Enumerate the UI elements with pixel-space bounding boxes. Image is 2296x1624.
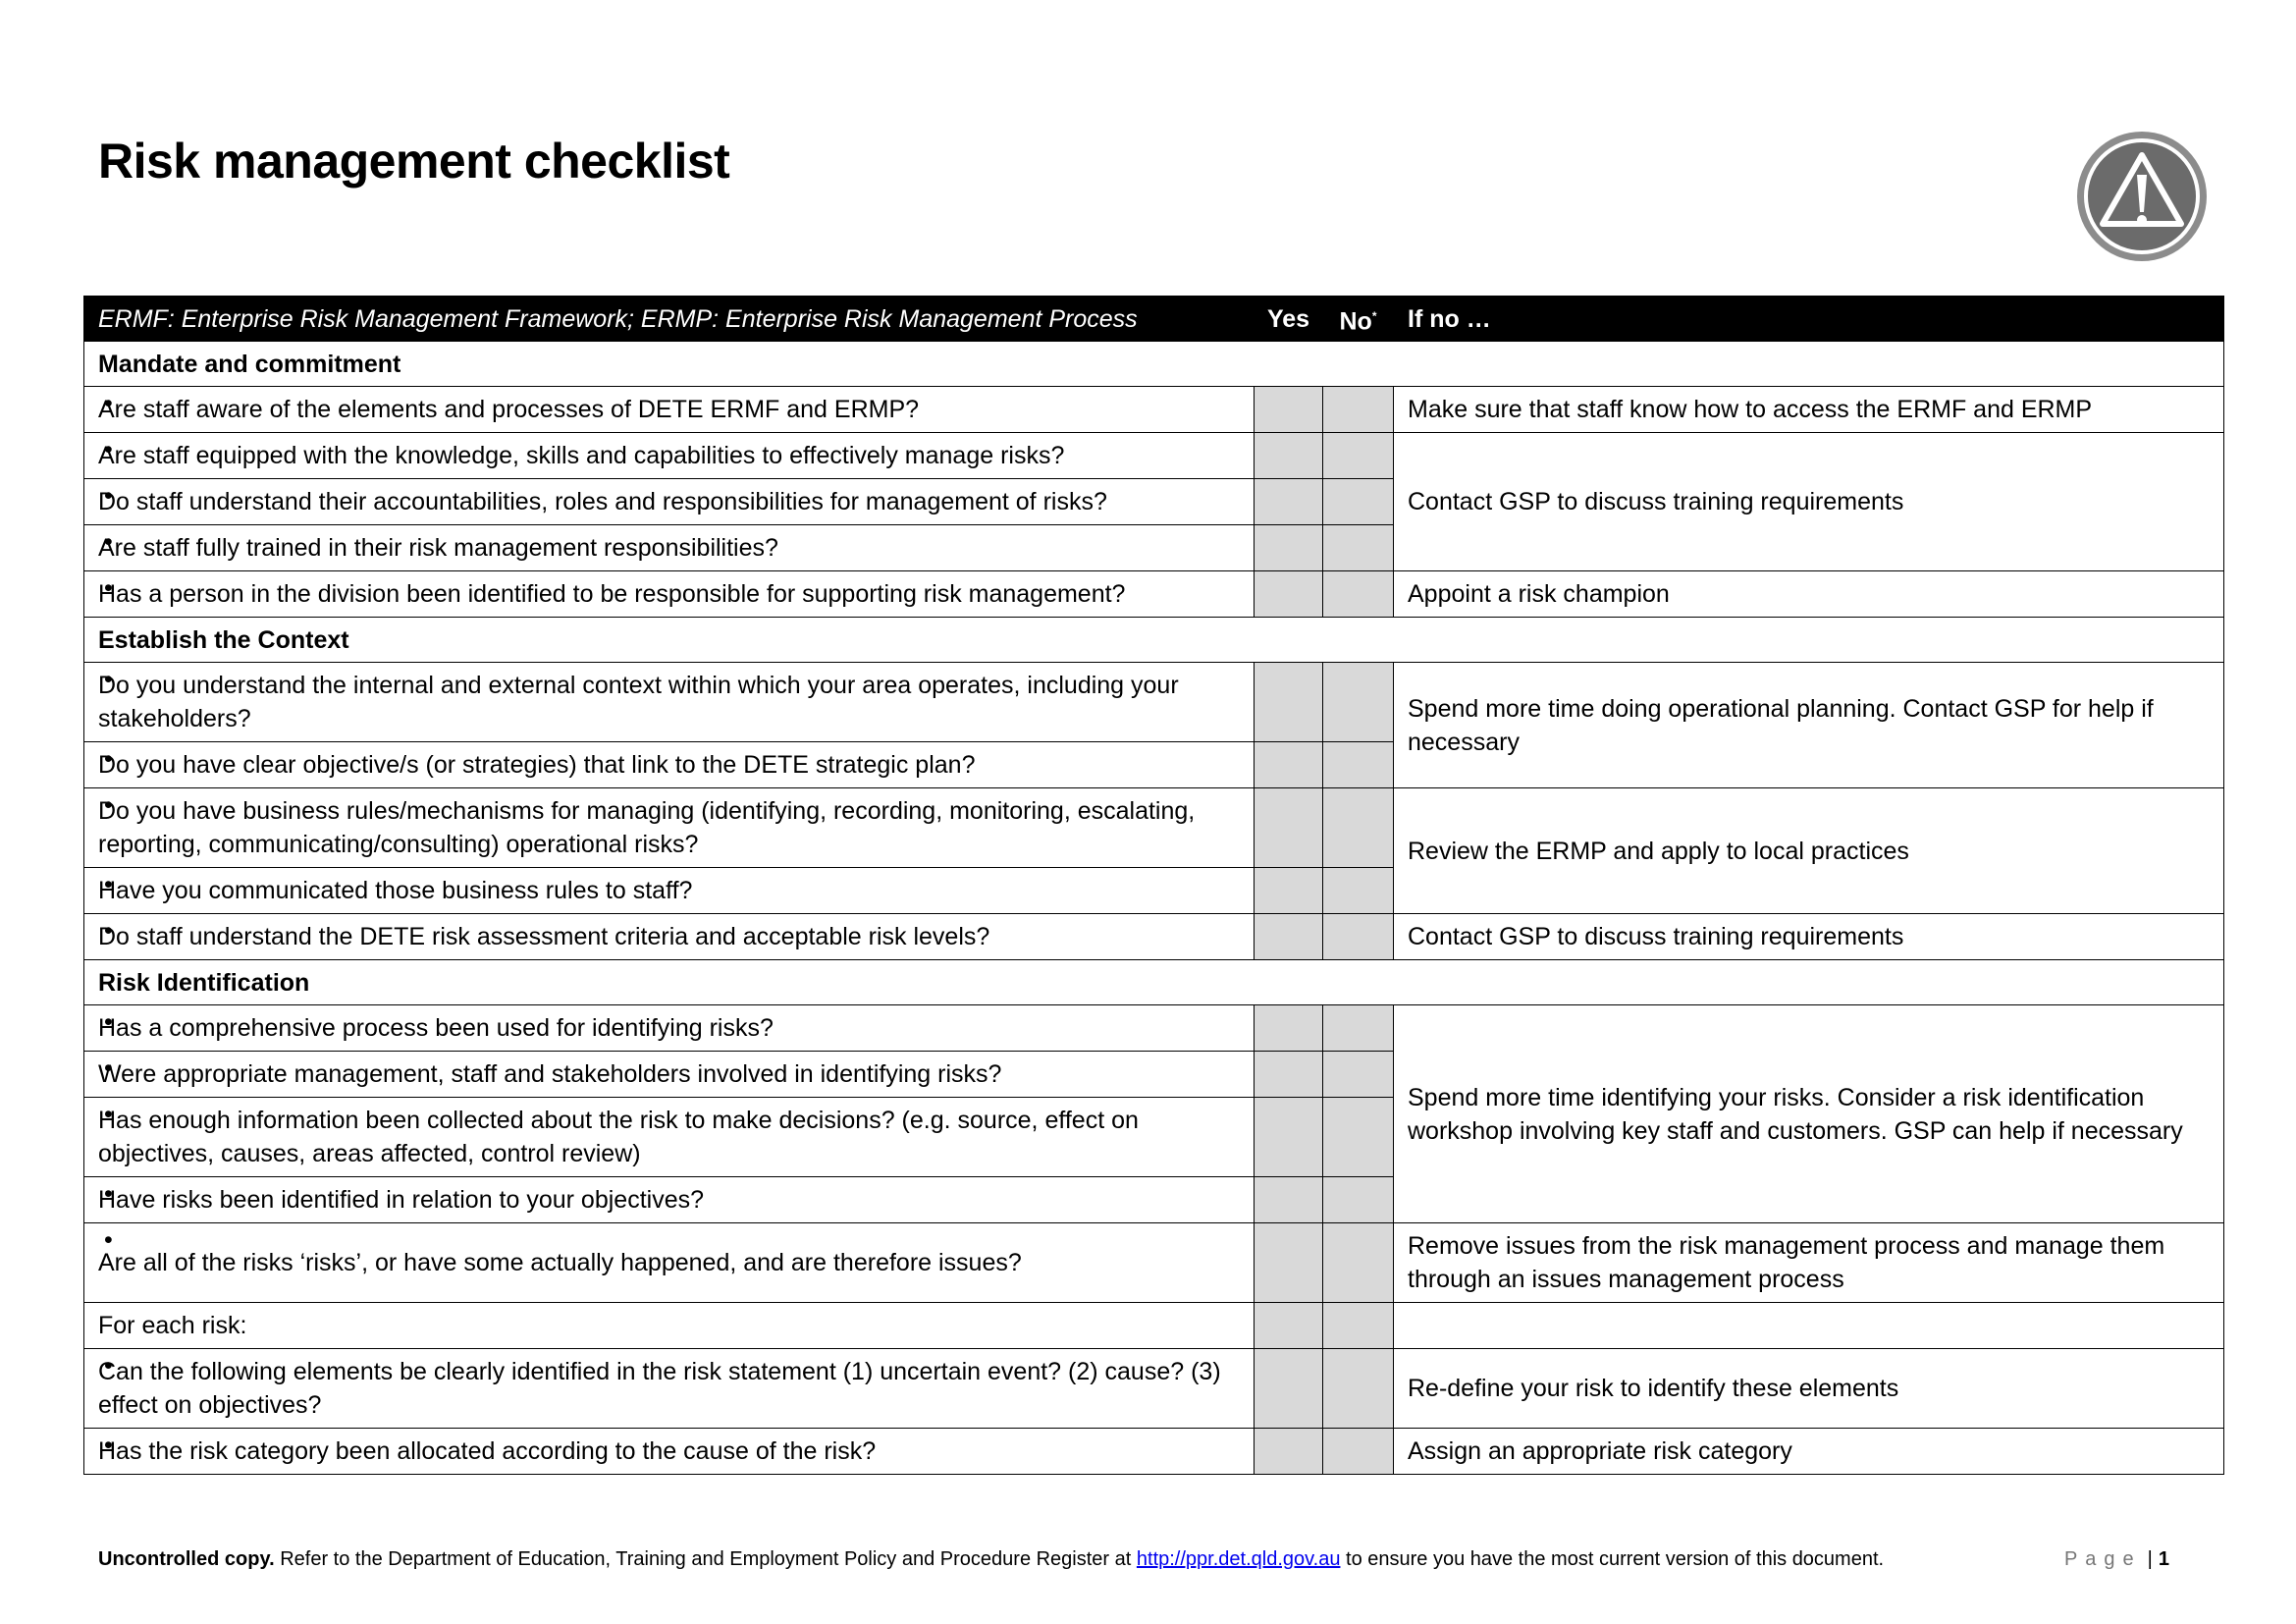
- no-checkbox[interactable]: [1323, 1429, 1394, 1475]
- table-row: [84, 914, 2224, 960]
- no-checkbox[interactable]: [1323, 788, 1394, 868]
- no-checkbox[interactable]: [1323, 868, 1394, 914]
- yes-checkbox[interactable]: [1255, 479, 1323, 525]
- header-no-column: [1323, 297, 1394, 342]
- yes-checkbox[interactable]: [1255, 1177, 1323, 1223]
- question-text: • Do staff understand their accountabilities, roles and responsibilities for management of risks?: [84, 479, 1255, 525]
- question-text: • Have risks been identified in relation to your objectives?: [84, 1177, 1255, 1223]
- section-heading-identification: Risk Identification: [84, 960, 2224, 1005]
- yes-checkbox[interactable]: [1255, 525, 1323, 571]
- table-row: [84, 788, 2224, 868]
- if-no-action: Spend more time identifying your risks. Consider a risk identification workshop involving key staff and customers. GSP can help if necessary: [1394, 1005, 2224, 1223]
- header-question-column: ERMF: Enterprise Risk Management Framework; ERMP: Enterprise Risk Management Process: [84, 297, 1255, 342]
- yes-checkbox[interactable]: [1255, 663, 1323, 742]
- yes-checkbox[interactable]: [1255, 788, 1323, 868]
- section-heading-context: Establish the Context: [84, 618, 2224, 663]
- question-text: • Have you communicated those business rules to staff?: [84, 868, 1255, 914]
- header-no-label: No: [1339, 307, 1372, 336]
- no-checkbox[interactable]: [1323, 479, 1394, 525]
- table-row: [84, 663, 2224, 742]
- section-row: [84, 960, 2224, 1005]
- question-text: • Do staff understand the DETE risk assessment criteria and acceptable risk levels?: [84, 914, 1255, 960]
- question-text: • Has a person in the division been identified to be responsible for supporting risk management?: [84, 571, 1255, 618]
- section-row: [84, 618, 2224, 663]
- yes-checkbox[interactable]: [1255, 1223, 1323, 1303]
- table-row: [84, 1223, 2224, 1303]
- yes-checkbox[interactable]: [1255, 1052, 1323, 1098]
- table-row: [84, 1303, 2224, 1349]
- checklist-table: [83, 296, 2224, 1475]
- table-row: [84, 1349, 2224, 1429]
- if-no-action: Spend more time doing operational planning. Contact GSP for help if necessary: [1394, 663, 2224, 788]
- if-no-action: Make sure that staff know how to access the ERMF and ERMP: [1394, 387, 2224, 433]
- if-no-action: Contact GSP to discuss training requirements: [1394, 914, 2224, 960]
- page-separator: |: [2147, 1548, 2153, 1570]
- question-text: • Are staff fully trained in their risk management responsibilities?: [84, 525, 1255, 571]
- section-heading-mandate: Mandate and commitment: [84, 342, 2224, 387]
- question-text: • Are staff equipped with the knowledge, skills and capabilities to effectively manage risks?: [84, 433, 1255, 479]
- page-number: [2064, 1548, 2169, 1571]
- question-text: • Were appropriate management, staff and stakeholders involved in identifying risks?: [84, 1052, 1255, 1098]
- no-checkbox[interactable]: [1323, 525, 1394, 571]
- header-no-footnote-mark: *: [1371, 308, 1377, 323]
- question-text: • Do you have business rules/mechanisms for managing (identifying, recording, monitoring, escalating, reporting, communicating/consulting) operational risks?: [84, 788, 1255, 868]
- table-row: [84, 1429, 2224, 1475]
- no-checkbox[interactable]: [1323, 433, 1394, 479]
- if-no-action-empty: [1394, 1303, 2224, 1349]
- table-row: [84, 433, 2224, 479]
- footer-text-before: Refer to the Department of Education, Training and Employment Policy and Procedure Register at: [274, 1548, 1137, 1570]
- question-text: • Are staff aware of the elements and processes of DETE ERMF and ERMP?: [84, 387, 1255, 433]
- yes-checkbox[interactable]: [1255, 1349, 1323, 1429]
- table-row: [84, 387, 2224, 433]
- question-text: • Do you understand the internal and external context within which your area operates, including your stakeholders?: [84, 663, 1255, 742]
- footer: [98, 1548, 2169, 1571]
- yes-checkbox[interactable]: [1255, 742, 1323, 788]
- question-text: • Are all of the risks ‘risks’, or have some actually happened, and are therefore issues?: [84, 1223, 1255, 1303]
- question-text: • Has a comprehensive process been used for identifying risks?: [84, 1005, 1255, 1052]
- no-checkbox[interactable]: [1323, 1052, 1394, 1098]
- yes-checkbox[interactable]: [1255, 868, 1323, 914]
- no-checkbox[interactable]: [1323, 663, 1394, 742]
- table-row: [84, 571, 2224, 618]
- if-no-action: Appoint a risk champion: [1394, 571, 2224, 618]
- no-checkbox[interactable]: [1323, 1005, 1394, 1052]
- footer-text-after: to ensure you have the most current version of this document.: [1340, 1548, 1885, 1570]
- for-each-risk-label: For each risk:: [84, 1303, 1255, 1349]
- yes-checkbox[interactable]: [1255, 1005, 1323, 1052]
- warning-triangle-icon: [2075, 130, 2209, 263]
- table-row: [84, 1005, 2224, 1052]
- yes-checkbox[interactable]: [1255, 1303, 1323, 1349]
- yes-checkbox[interactable]: [1255, 914, 1323, 960]
- page-word: Page: [2063, 1548, 2142, 1570]
- page-title: Risk management checklist: [98, 134, 730, 189]
- question-text: • Has enough information been collected about the risk to make decisions? (e.g. source, effect on objectives, causes, areas affected, control review): [84, 1098, 1255, 1177]
- yes-checkbox[interactable]: [1255, 571, 1323, 618]
- header-yes-column: Yes: [1255, 297, 1323, 342]
- no-checkbox[interactable]: [1323, 1303, 1394, 1349]
- if-no-action: Contact GSP to discuss training requirements: [1394, 433, 2224, 571]
- no-checkbox[interactable]: [1323, 1177, 1394, 1223]
- no-checkbox[interactable]: [1323, 387, 1394, 433]
- yes-checkbox[interactable]: [1255, 433, 1323, 479]
- no-checkbox[interactable]: [1323, 1223, 1394, 1303]
- header-if-no-column: If no …: [1394, 297, 2224, 342]
- question-text: • Do you have clear objective/s (or strategies) that link to the DETE strategic plan?: [84, 742, 1255, 788]
- no-checkbox[interactable]: [1323, 1349, 1394, 1429]
- no-checkbox[interactable]: [1323, 914, 1394, 960]
- section-row: [84, 342, 2224, 387]
- if-no-action: Remove issues from the risk management process and manage them through an issues management process: [1394, 1223, 2224, 1303]
- question-text: • Has the risk category been allocated according to the cause of the risk?: [84, 1429, 1255, 1475]
- footer-uncontrolled-label: Uncontrolled copy.: [98, 1548, 275, 1570]
- no-checkbox[interactable]: [1323, 742, 1394, 788]
- yes-checkbox[interactable]: [1255, 1098, 1323, 1177]
- if-no-action: Re-define your risk to identify these elements: [1394, 1349, 2224, 1429]
- yes-checkbox[interactable]: [1255, 1429, 1323, 1475]
- no-checkbox[interactable]: [1323, 571, 1394, 618]
- page-number-value: 1: [2158, 1548, 2169, 1570]
- policy-register-link[interactable]: http://ppr.det.qld.gov.au: [1136, 1548, 1341, 1570]
- no-checkbox[interactable]: [1323, 1098, 1394, 1177]
- table-header-row: [84, 297, 2224, 342]
- if-no-action: Review the ERMP and apply to local practices: [1394, 788, 2224, 914]
- yes-checkbox[interactable]: [1255, 387, 1323, 433]
- question-text: • Can the following elements be clearly identified in the risk statement (1) uncertain event? (2) cause? (3) effect on objectives?: [84, 1349, 1255, 1429]
- if-no-action: Assign an appropriate risk category: [1394, 1429, 2224, 1475]
